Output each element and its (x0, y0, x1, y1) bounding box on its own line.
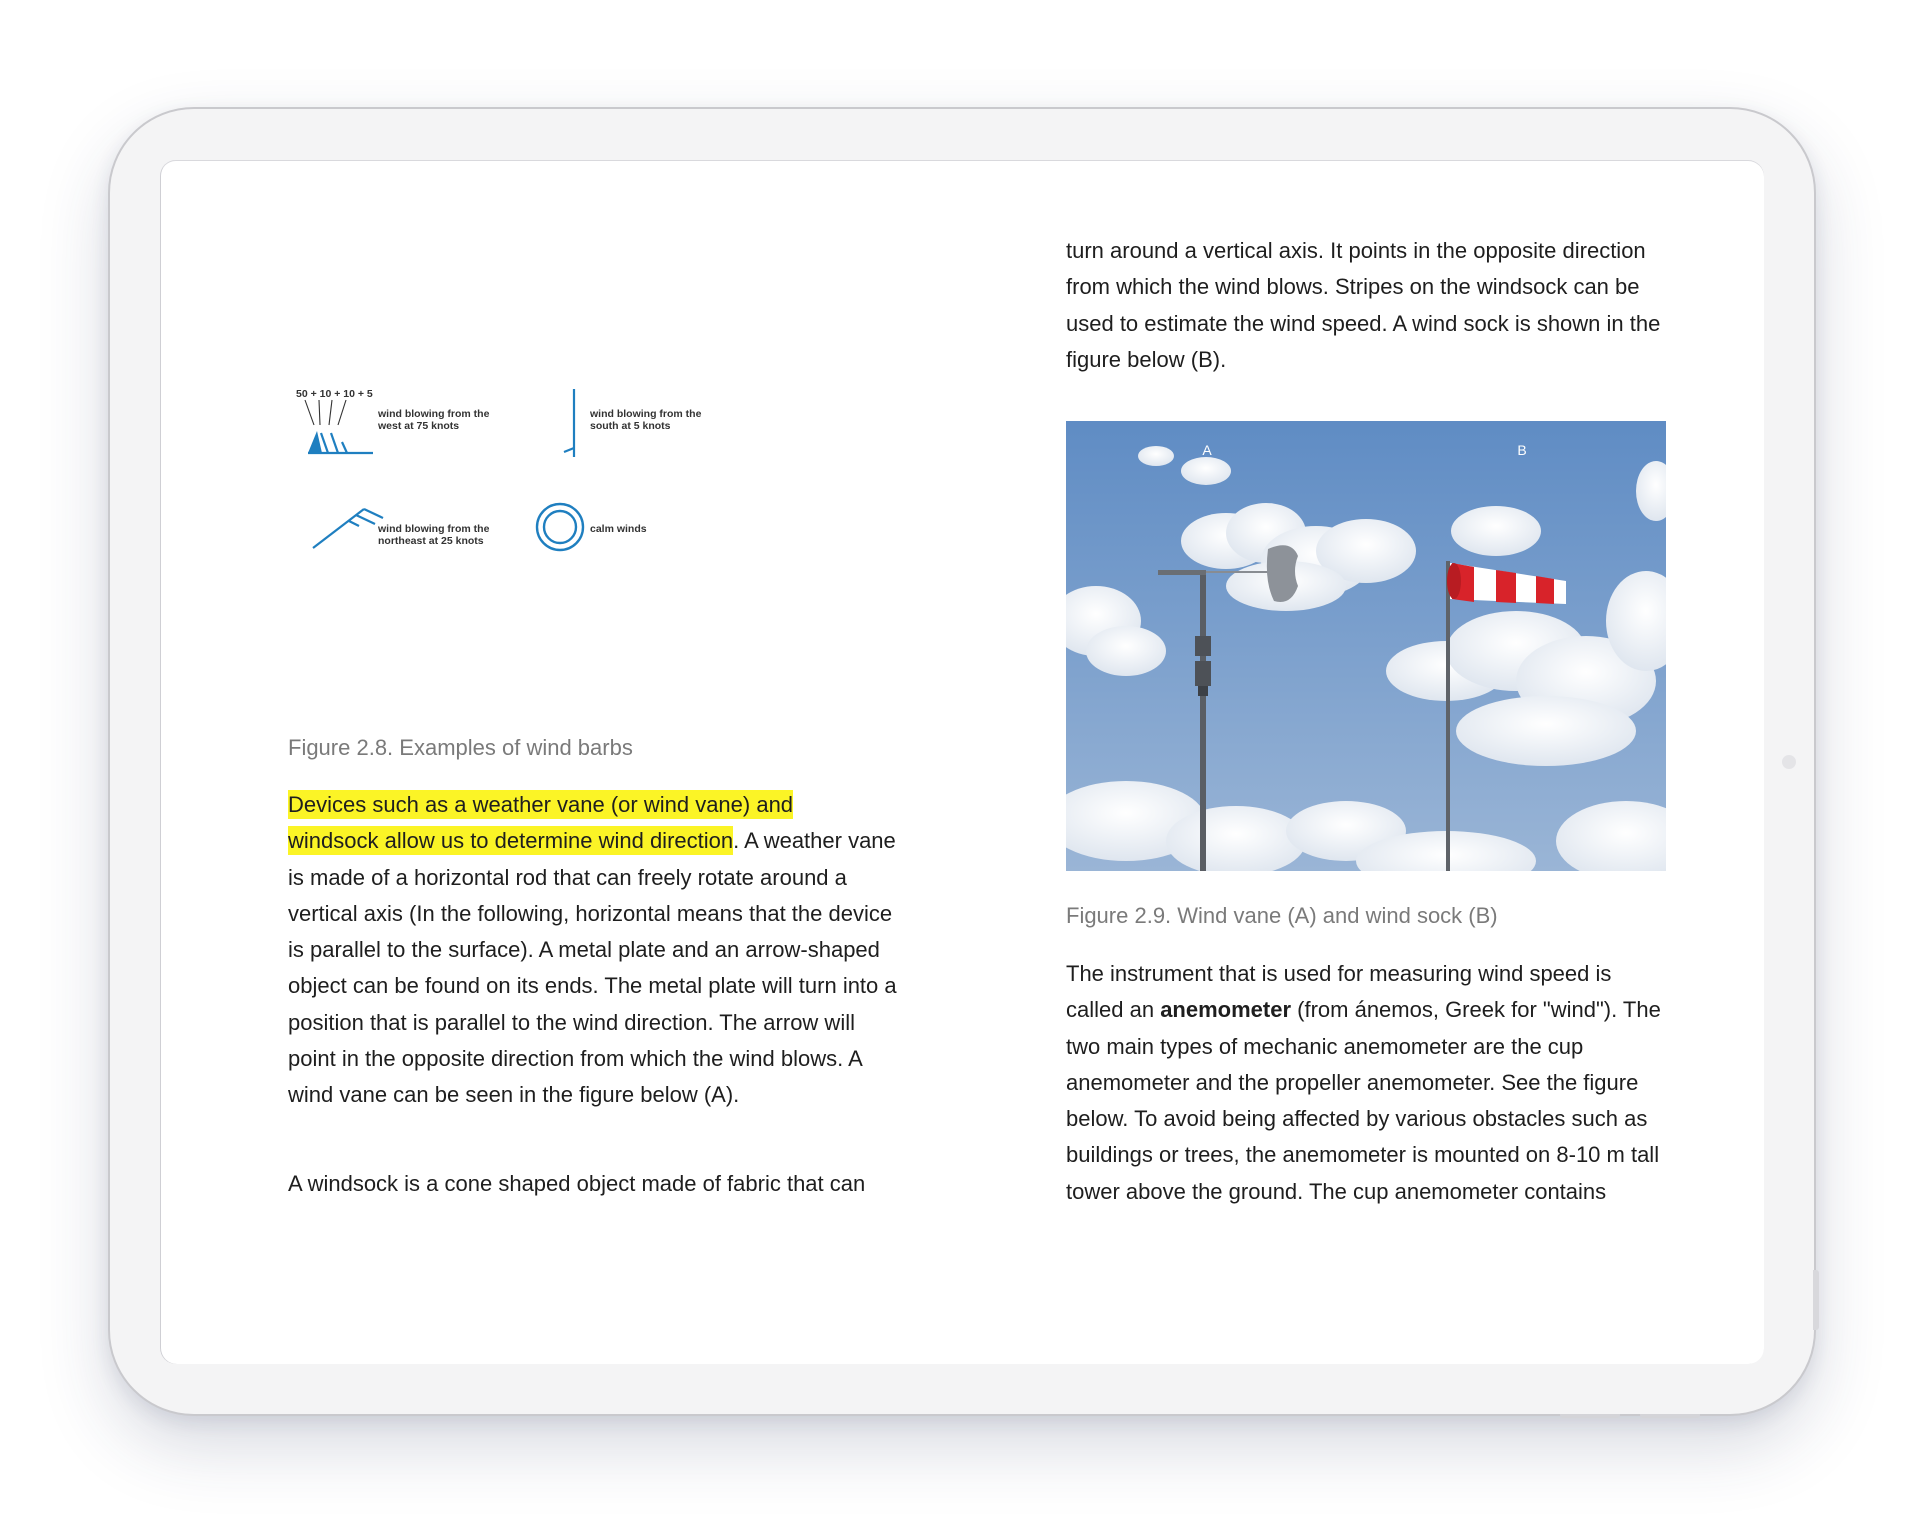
highlighted-text-line1[interactable]: Devices such as a weather vane (or wind vane) and (288, 792, 794, 817)
barb-northeast-label-line1: wind blowing from the (378, 523, 490, 535)
paragraph-weather-vane-rest: . A weather vane is made of a horizontal rod that can freely rotate around a vertical axis (In the following, horizontal means that the device is parallel to the surface). A metal plate and an arrow-shaped object can be found on its ends. The metal plate will turn into a position that is parallel to the wind direction. The arrow will point in the opposite direction from which the wind blows. A wind vane can be seen in the figure below (A). (288, 828, 897, 1108)
barb-northeast-25-knots (313, 509, 383, 548)
barb-south-5-knots (564, 389, 574, 457)
barb-west-label-line2: west at 75 knots (378, 420, 460, 432)
paragraph-windsock: A windsock is a cone shaped object made of fabric that can (288, 1171, 866, 1196)
ebook-screen (160, 160, 1764, 1364)
paragraph-weather-vane (288, 787, 898, 1114)
anemometer-term: anemometer (1160, 997, 1292, 1023)
paragraph-windsock-continued: turn around a vertical axis. It points in the opposite direction from which the wind blows. Stripes on the windsock can be used to estimate the wind speed. A wind sock is shown in the figure below (B). (1066, 238, 1661, 372)
barb-west-75-knots (305, 400, 373, 453)
highlighted-text-line2[interactable]: windsock allow us to determine wind direction (288, 828, 734, 854)
tablet-volume-down-button (1640, 1414, 1700, 1418)
tablet-volume-up-button (1560, 1414, 1620, 1418)
tablet-side-button (1813, 1270, 1819, 1330)
barb-northeast-label-line2: northeast at 25 knots (378, 535, 484, 547)
paragraph-anemometer-part2: (from ánemos, Greek for "wind"). The two main types of mechanic anemometer are the cup anemometer and the propeller anemometer. See the figure below. To avoid being affected by various obstacles such as buildings or trees, the anemometer is mounted on 8-10 m tall tower above the ground. The cup anemometer contains (1066, 997, 1661, 1204)
figure-2-8-caption: Figure 2.8. Examples of wind barbs (288, 735, 633, 760)
photo-label-b: B (1517, 442, 1527, 458)
barb-calm-winds (537, 504, 583, 550)
barb-south-label-line1: wind blowing from the (590, 408, 702, 420)
barb-south-label-line2: south at 5 knots (590, 420, 671, 432)
barb-sum-label: 50 + 10 + 10 + 5 (296, 388, 373, 400)
tablet-camera (1782, 755, 1796, 769)
paragraph-anemometer-part1: The instrument that is used for measuring wind speed is called an (1066, 961, 1612, 1023)
photo-label-a: A (1202, 442, 1212, 458)
figure-2-9-photo (1066, 421, 1666, 871)
barb-west-label-line1: wind blowing from the (378, 408, 490, 420)
paragraph-anemometer (1066, 956, 1668, 1210)
figure-2-9-caption: Figure 2.9. Wind vane (A) and wind sock (B) (1066, 903, 1498, 928)
barb-calm-label: calm winds (590, 523, 647, 535)
wind-barbs-figure (288, 385, 748, 585)
